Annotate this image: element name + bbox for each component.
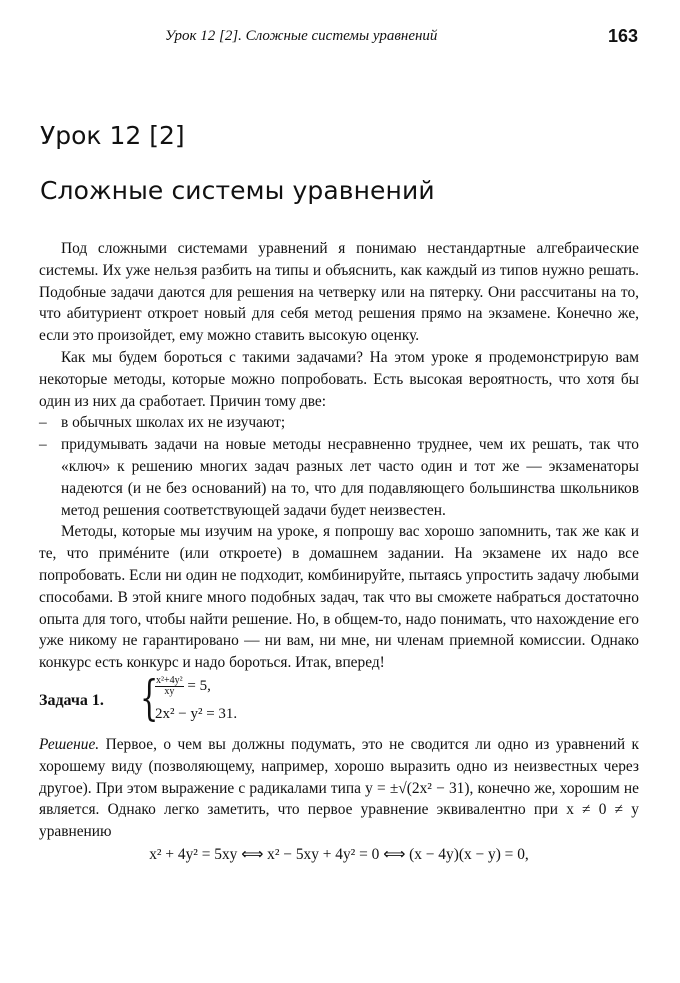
running-header-title: Урок 12 [2]. Сложные системы уравнений <box>165 28 438 44</box>
task-label: Задача 1. <box>39 691 104 709</box>
equation-1-rhs: = 5, <box>187 677 211 694</box>
solution-label: Решение. <box>39 735 100 753</box>
paragraph-methods: Методы, которые мы изучим на уроке, я попрошу вас хорошо запомнить, так же как и те, что примéните (или откроете) в домашнем задании. На экзамене их надо все попробовать. Если ни один не подходит, комбинируйте, пытаясь упростить задачу любыми способами. В этой книге много подобных задач, так что вы сможете набраться достаточно опыта для того, чтобы найти решение. Но, в общем-то, надо понимать, что нахождение его уже никому не гарантировано — ни вам, ни мне, ни членам приемной комиссии. Однако конкурс есть конкурс и надо бороться. Итак, вперед! <box>39 523 639 672</box>
paragraph-question: Как мы будем бороться с такими задачами? На этом уроке я продемонстрирую вам некоторые методы, которые можно попробовать. Есть высокая вероятность, что хотя бы один из них да сработает. Причин тому две: <box>39 348 639 410</box>
solution-equation: x² + 4y² = 5xy ⟺ x² − 5xy + 4y² = 0 ⟺ (x − 4y)(x − y) = 0, <box>149 845 529 863</box>
paragraph-intro: Под сложными системами уравнений я понимаю нестандартные алгебраические системы. Их уже нельзя разбить на типы и объяснить, как каждый из типов нужно решать. Подобные задачи даются для решения на четверку или на пятерку. Они рассчитаны на то, что абитуриент откроет новый для себя метод решения прямо на экзамене. Конечно же, если это произойдет, ему можно ставить высокую оценку. <box>39 240 639 345</box>
fraction <box>155 676 184 697</box>
solution-text: Первое, о чем вы должны подумать, это не сводится ли одно из уравнений к хорошему виду (позволяющему, например, хорошо выразить одно из неизвестных через другое). При этом выражение с радикалами типа y = ±√(2x² − 31), конечно же, хорошим не является. Однако легко заметить, что первое уравнение эквивалентно при x ≠ 0 ≠ y уравнению <box>39 735 639 841</box>
list-item-text: придумывать задачи на новые методы несравненно труднее, чем их решать, так что «ключ» к решению многих задач разных лет часто один и тот же — экзаменаторы надеются (и не без оснований) на то, что для подавляющего большинства школьников метод решения соответствующей задачи будет неизвестен. <box>61 436 639 519</box>
equation-1 <box>155 676 211 698</box>
task-1 <box>39 669 639 728</box>
system-brace: { <box>140 669 159 726</box>
reasons-list <box>39 412 639 521</box>
fraction-denominator: xy <box>164 686 175 697</box>
list-item: – придумывать задачи на новые методы несравненно труднее, чем их решать, так что «ключ» к решению многих задач разных лет часто один и тот же — экзаменаторы надеются (и не без оснований) на то, что для подавляющего большинства школьников метод решения соответствующей задачи будет неизвестен. <box>39 436 639 519</box>
fraction-numerator: x²+4y² <box>156 675 183 686</box>
solution-paragraph <box>39 734 639 843</box>
lesson-title: Урок 12 [2] <box>40 121 185 150</box>
list-item: – в обычных школах их не изучают; <box>39 414 286 432</box>
list-item-text: в обычных школах их не изучают; <box>61 414 286 432</box>
page-number: 163 <box>607 26 638 46</box>
running-header <box>40 28 640 50</box>
equation-2: 2x² − y² = 31. <box>155 705 238 722</box>
chapter-title: Сложные системы уравнений <box>40 176 435 205</box>
body-text <box>39 238 639 866</box>
